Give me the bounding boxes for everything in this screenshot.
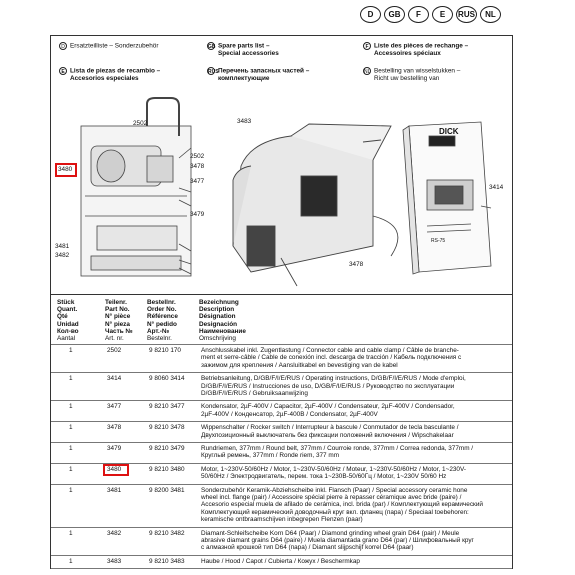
column-header-line: Omschrijving	[199, 335, 236, 343]
row-part-no: 3478	[107, 424, 122, 432]
row-description	[201, 347, 509, 369]
column-header-line: N° pedido	[147, 320, 177, 328]
row-part-no: 3479	[107, 445, 122, 452]
column-header-line: Art. nr.	[105, 335, 124, 343]
parts-list-sheet	[50, 35, 513, 569]
description-line: 2µF-400V / Конденсатор, 2µF-400B / Condensator, 2µF-400V	[201, 410, 378, 418]
row-qty: 1	[69, 403, 73, 411]
column-header-line: Description	[199, 306, 235, 314]
row-description	[201, 403, 509, 418]
header-es: E Lista de piezas de recambio – Accesorios especiales	[59, 67, 204, 83]
language-badge: NL	[480, 6, 501, 23]
column-header-line: Кол-во	[57, 327, 79, 335]
row-description	[201, 530, 509, 552]
column-header-qty	[57, 299, 79, 342]
header-fr: F Liste des pièces de rechange – Accessoires spéciaux	[363, 42, 513, 58]
column-header-line: Quant.	[57, 306, 78, 314]
column-header-line: Designación	[199, 320, 237, 328]
row-order-no: 9 8210 3480	[149, 465, 185, 473]
label-3482: 3482	[55, 252, 70, 259]
row-qty: 1	[69, 375, 73, 383]
row-qty: 1	[69, 347, 73, 354]
row-description	[201, 466, 509, 481]
description-line: ment et serre-câble / Cable de conexión incl. descarga de tracción / Кабель подключения с	[201, 354, 462, 362]
row-qty: 1	[69, 557, 73, 565]
column-header-line: Order No.	[147, 306, 177, 314]
label-2502-side: 2502	[190, 153, 205, 160]
row-description	[201, 375, 509, 397]
label-3479: 3479	[190, 211, 205, 218]
description-line: keramische ontbraamschijven inbegrepen Flenzen (paar)	[201, 516, 363, 524]
language-badge: E	[432, 6, 453, 23]
description-line: wheel incl. flange (pair) / Accessoire spécial pierre à repasser céramique avec bride (paire) /	[201, 494, 462, 501]
manual-brand-logo: DICK	[439, 127, 459, 136]
row-part-no: 3477	[107, 403, 122, 411]
column-header-line: Teilenr.	[105, 299, 127, 306]
language-badge: RUS	[456, 6, 477, 23]
description-line: Betriebsanleitung, D/GB/F/I/E/RUS / Operating instructions, D/GB/F/I/E/RUS / Mode d'emploi,	[201, 375, 466, 383]
row-description	[201, 558, 509, 565]
column-header-line: N° pièce	[105, 313, 131, 321]
language-badge: F	[408, 6, 429, 23]
label-2502-top: 2502	[133, 120, 148, 127]
description-line: Комплектующий керамический доводочный круг вкл. фланец (пара) / Speciaal toebehoren:	[201, 508, 469, 516]
column-header-desc	[199, 299, 246, 342]
label-3414: 3414	[489, 184, 504, 191]
row-qty: 1	[69, 529, 73, 537]
description-line: Kondensator, 2µF-400V / Capacitor, 2µF-400V / Condensateur, 2µF-400V / Condensador,	[201, 403, 455, 411]
column-header-part	[105, 299, 133, 342]
description-line: abrasive diamant grains D64 (paire) / Muela diamantada grano D64 (par) / Шлифовальный круг	[201, 537, 474, 544]
label-3481: 3481	[55, 243, 70, 250]
row-description	[201, 487, 509, 524]
column-header-line: Qté	[57, 313, 68, 321]
column-header-line: Référence	[147, 313, 178, 321]
description-line: D/GB/F/I/E/RUS / Instrucciones de uso, D/GB/F/I/E/RUS / Руководство по эксплуатации	[201, 382, 455, 390]
column-header-line: Bezeichnung	[199, 299, 239, 306]
column-header-line: Часть №	[105, 327, 133, 335]
description-line: Rundriemen, 377mm / Round belt, 377mm / Courroie ronde, 377mm / Correa redonda, 377mm /	[201, 445, 474, 452]
description-line: Diamant-Schleifscheibe Korn D64 (Paar) / Diamond grinding wheel grain D64 (pair) / Meule	[201, 529, 460, 537]
description-line: Двухпозиционный выключатель без фиксации положений включения / Wipschakelaar	[201, 431, 454, 439]
row-order-no: 9 8060 3414	[149, 375, 185, 383]
description-line: Anschlusskabel inkl. Zugentlastung / Connector cable and cable clamp / Câble de branche-	[201, 347, 459, 354]
description-line: Wippenschalter / Rocker switch / Interrupteur à bascule / Conmutador de tecla basculante /	[201, 424, 459, 432]
description-line: Круглый ремень, 377mm / Ronde riem, 377 mm	[201, 452, 340, 460]
row-qty: 1	[69, 465, 73, 473]
row-description	[201, 424, 509, 439]
row-part-no: 3414	[107, 375, 122, 383]
highlight-3480-row	[103, 464, 129, 476]
manual-model: RS-75	[431, 238, 446, 244]
description-line: с алмазной крошкой тип D64 (пара) / Diamant slijpschijf korrel D64 (paar)	[201, 544, 414, 552]
column-header-line: Désignation	[199, 313, 236, 321]
row-order-no: 9 8210 3478	[149, 424, 185, 432]
row-part-no: 3482	[107, 529, 122, 537]
description-line: Haube / Hood / Capot / Cubierta / Кожух / Beschermkap	[201, 557, 360, 565]
header-gb: GB Spare parts list – Special accessories	[208, 42, 279, 58]
header-de: D Ersatzteilliste – Sonderzubehör	[59, 42, 199, 50]
header-nl: NL Bestelling van wisselstukken – Richt uw bestelling van	[364, 67, 461, 83]
description-line: 50/60Hz / Электродвигатель, перем. тока 1~230B-50/60Гц / Motor, 1~230V 50/60 Hz	[201, 473, 447, 481]
label-3478-middle: 3478	[349, 261, 364, 268]
row-order-no: 9 8210 3479	[149, 445, 185, 452]
row-part-no: 3483	[107, 557, 122, 565]
column-header-order	[147, 299, 178, 342]
description-line: Accesorio especial muela de afilado de cerámica, incl. brida (par) / Комплектующий керамический	[201, 501, 483, 509]
label-3483: 3483	[237, 118, 252, 125]
column-header-line: Part No.	[105, 306, 130, 314]
row-part-no: 2502	[107, 347, 122, 354]
column-header-line: Bestelnr.	[147, 335, 172, 343]
column-header-line: Bestellnr.	[147, 299, 176, 306]
description-line: зажимом для крепления / Aansluitkabel en bevestiging van de kabel	[201, 361, 398, 369]
row-order-no: 9 8200 3481	[149, 486, 185, 494]
row-part-no: 3481	[107, 486, 122, 494]
column-header-line: N° pieza	[105, 320, 130, 328]
label-3477: 3477	[190, 178, 205, 185]
row-order-no: 9 8210 3483	[149, 557, 185, 565]
column-header-line: Stück	[57, 299, 75, 306]
language-badges	[360, 6, 501, 23]
column-header-line: Aantal	[57, 335, 76, 343]
description-line: Motor, 1~230V-50/60Hz / Motor, 1~230V-50/60Hz / Moteur, 1~230V-50/60Hz / Motor, 1~230V-	[201, 465, 467, 473]
description-line: Sonderzubehör Keramik-Abziehscheibe inkl. Flansch (Paar) / Special accessory ceramic hone	[201, 486, 468, 494]
label-3480-figure: 3480	[58, 166, 73, 173]
row-order-no: 9 8210 3482	[149, 529, 185, 537]
header-ru: RUSПеречень запасных частей – комплектующие	[208, 67, 310, 83]
column-header-line: Арт.-№	[147, 327, 170, 335]
column-header-line: Наименование	[199, 327, 246, 335]
description-line: D/GB/F/I/E/RUS / Gebruiksaanwijzing	[201, 390, 308, 397]
column-header-line: Unidad	[57, 320, 79, 328]
row-part-no: 3480	[107, 465, 122, 473]
row-order-no: 9 8210 170	[149, 347, 181, 354]
row-qty: 1	[69, 486, 73, 494]
language-badge: D	[360, 6, 381, 23]
row-description	[201, 445, 509, 460]
label-3478-left: 3478	[190, 163, 205, 170]
language-badge: GB	[384, 6, 405, 23]
row-order-no: 9 8210 3477	[149, 403, 185, 411]
row-qty: 1	[69, 445, 73, 452]
exploded-drawing	[51, 96, 512, 294]
row-qty: 1	[69, 424, 73, 432]
